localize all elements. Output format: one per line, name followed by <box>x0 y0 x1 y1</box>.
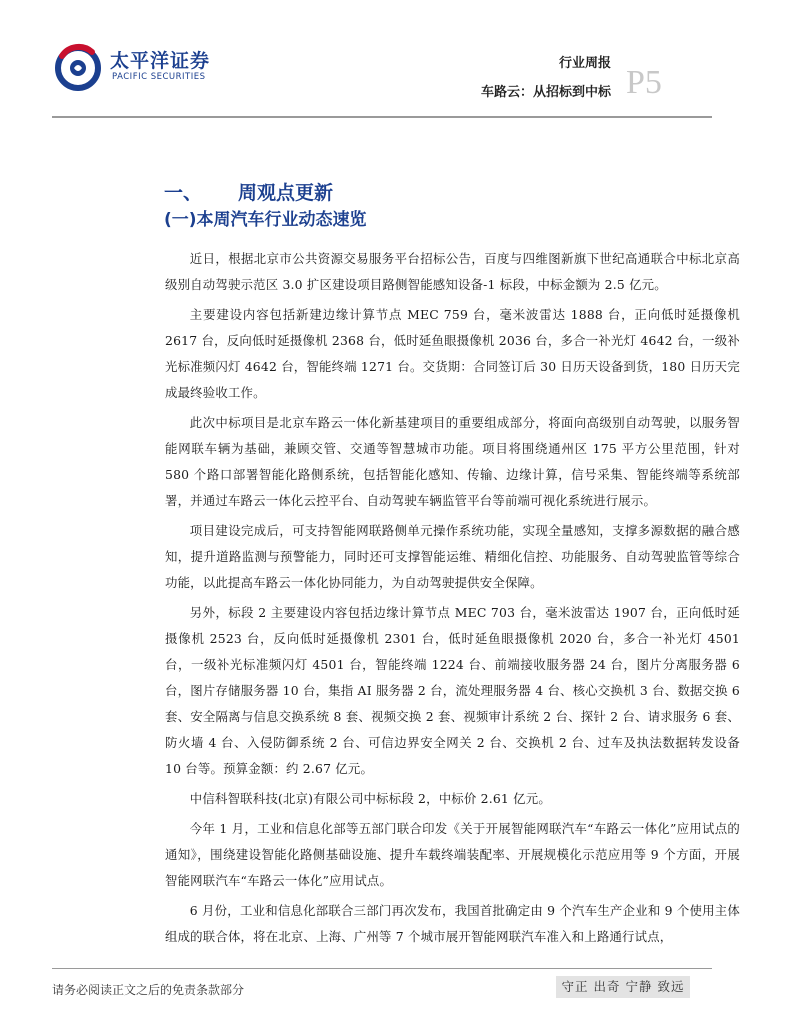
logo-chinese-name: 太平洋证券 <box>110 50 211 72</box>
logo-english-name: PACIFIC SECURITIES <box>112 72 206 82</box>
paragraph: 主要建设内容包括新建边缘计算节点 MEC 759 台，毫米波雷达 1888 台，正向低时延摄像机2617 台，反向低时延摄像机 2368 台，低时延鱼眼摄像机 2036 台，多合一补光灯 4642 台，一级补光标准频闪灯 4642 台，智能终端 1271 台。交货期：合同签订后 30 日历天设备到货，180 日历天完成最终验收工作。 <box>165 307 740 400</box>
body-text <box>165 246 740 954</box>
company-logo <box>52 38 212 98</box>
paragraph: 中信科智联科技(北京)有限公司中标标段 2，中标价 2.61 亿元。 <box>189 791 551 806</box>
paragraph: 近日，根据北京市公共资源交易服务平台招标公告，百度与四维图新旗下世纪高通联合中标北京高级别自动驾驶示范区 3.0 扩区建设项目路侧智能感知设备-1 标段，中标金额为 2.5 亿元。 <box>165 251 740 292</box>
section-heading <box>164 178 333 205</box>
paragraph: 今年 1 月，工业和信息化部等五部门联合印发《关于开展智能网联汽车“车路云一体化”应用试点的通知》，围绕建设智能化路侧基础设施、提升车载终端装配率、开展规模化示范应用等 9 个方面，开展智能网联汽车“车路云一体化”应用试点。 <box>165 821 740 888</box>
pacific-securities-logo-icon <box>52 38 108 94</box>
paragraph: 6 月份，工业和信息化部联合三部门再次发布，我国首批确定由 9 个汽车生产企业和 9 个使用主体组成的联合体，将在北京、上海、广州等 7 个城市展开智能网联汽车准入和上路通行试点， <box>165 903 740 944</box>
footer-disclaimer: 请务必阅读正文之后的免责条款部分 <box>52 983 245 997</box>
page-number: P5 <box>626 64 662 101</box>
paragraph: 另外，标段 2 主要建设内容包括边缘计算节点 MEC 703 台，毫米波雷达 1907 台，正向低时延摄像机 2523 台，反向低时延摄像机 2301 台，低时延鱼眼摄像机 2020 台，多合一补光灯 4501 台，一级补光标准频闪灯 4501 台，智能终端 1224 台、前端接收服务器 24 台，图片分离服务器 6 台，图片存储服务器 10 台，集指 AI 服务器 2 台，流处理服务器 4 台、核心交换机 3 台、数据交换 6 套、安全隔离与信息交换系统 8 套、视频交换 2 套、视频审计系统 2 台、探针 2 台、请求服务 6 套、防火墙 4 台、入侵防御系统 2 台、可信边界安全网关 2 台、交换机 2 台、过车及执法数据转发设备 10 台等。预算金额：约 2.67 亿元。 <box>165 605 740 776</box>
paragraph: 项目建设完成后，可支持智能网联路侧单元操作系统功能，实现全量感知，支撑多源数据的融合感知，提升道路监测与预警能力，同时还可支撑智能运维、精细化信控、功能服务、自动驾驶监管等综合功能，以此提高车路云一体化协同能力，为自动驾驶提供安全保障。 <box>165 523 740 590</box>
subsection-heading: (一)本周汽车行业动态速览 <box>164 210 367 230</box>
header-divider <box>52 116 712 118</box>
report-type: 行业周报 <box>558 56 611 71</box>
footer-motto: 守正 出奇 宁静 致远 <box>556 976 690 998</box>
report-title: 车路云：从招标到中标 <box>480 85 611 100</box>
section-number: 一、 <box>164 182 203 204</box>
paragraph: 此次中标项目是北京车路云一体化新基建项目的重要组成部分，将面向高级别自动驾驶，以服务智能网联车辆为基础，兼顾交管、交通等智慧城市功能。项目将围绕通州区 175 平方公里范围，针对 580 个路口部署智能化路侧系统，包括智能化感知、传输、边缘计算，信号采集、智能终端等系统部署，并通过车路云一体化云控平台、自动驾驶车辆监管平台等前端可视化系统进行展示。 <box>165 415 740 508</box>
section-title: 周观点更新 <box>238 182 334 204</box>
footer-divider <box>52 968 712 969</box>
